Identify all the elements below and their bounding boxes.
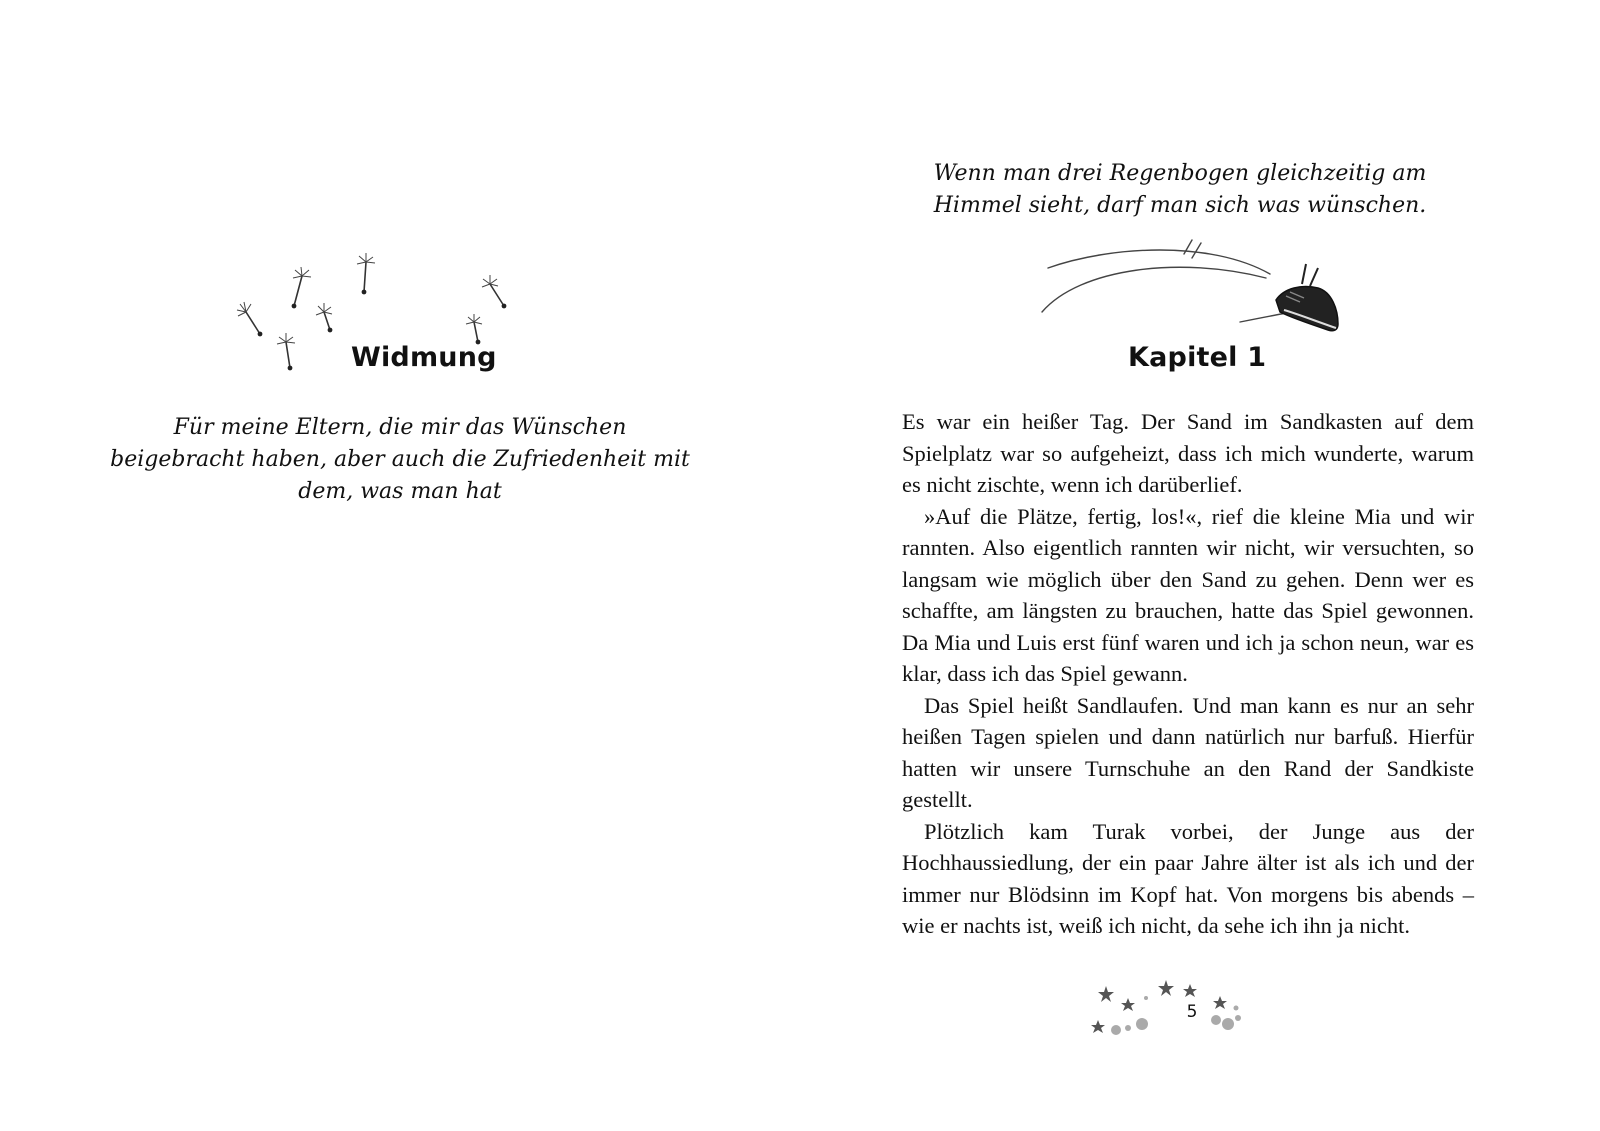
flying-sneaker-illustration <box>1040 238 1380 358</box>
page-number: 5 <box>1186 1002 1198 1022</box>
epigraph: Wenn man drei Regenbogen gleichzeitig am Himmel sieht, darf man sich was wünschen. <box>933 161 1427 218</box>
paragraph: Plötzlich kam Turak vorbei, der Junge aus der Hochhaussiedlung, der ein paar Jahre älter ist als ich und der immer nur Blödsinn im Kopf hat. Von morgens bis abends – wie er nachts ist, weiß ich nicht, da sehe ich ihn ja nicht. <box>902 818 1474 938</box>
paragraph: Es war ein heißer Tag. Der Sand im Sandkasten auf dem Spielplatz war so aufgeheizt, dass ich mich wunderte, warum es nicht zischte, wenn ich darüberlief. <box>902 409 1474 497</box>
paragraph: »Auf die Plätze, fertig, los!«, rief die kleine Mia und wir rannten. Also eigentlich rannten wir nicht, wir versuchten, so langsam wie möglich über den Sand zu gehen. Denn wer es schaffte, am längsten zu brauchen, hatte das Spiel gewonnen. Da Mia und Luis erst fünf waren und ich ja schon neun, war es klar, dass ich das Spiel gewann. <box>902 503 1474 686</box>
chapter-body <box>902 406 1474 942</box>
paragraph: Das Spiel heißt Sandlaufen. Und man kann es nur an sehr heißen Tagen spielen und dann natürlich nur barfuß. Hierfür hatten wir unsere Turnschuhe an den Rand der Sandkiste gestellt. <box>902 692 1474 812</box>
dedication-heading: Widmung <box>351 342 497 373</box>
chapter-heading: Kapitel 1 <box>1128 342 1267 373</box>
dedication-text: Für meine Eltern, die mir das Wünschen beigebracht haben, aber auch die Zufriedenheit mit dem, was man hat <box>110 415 690 504</box>
